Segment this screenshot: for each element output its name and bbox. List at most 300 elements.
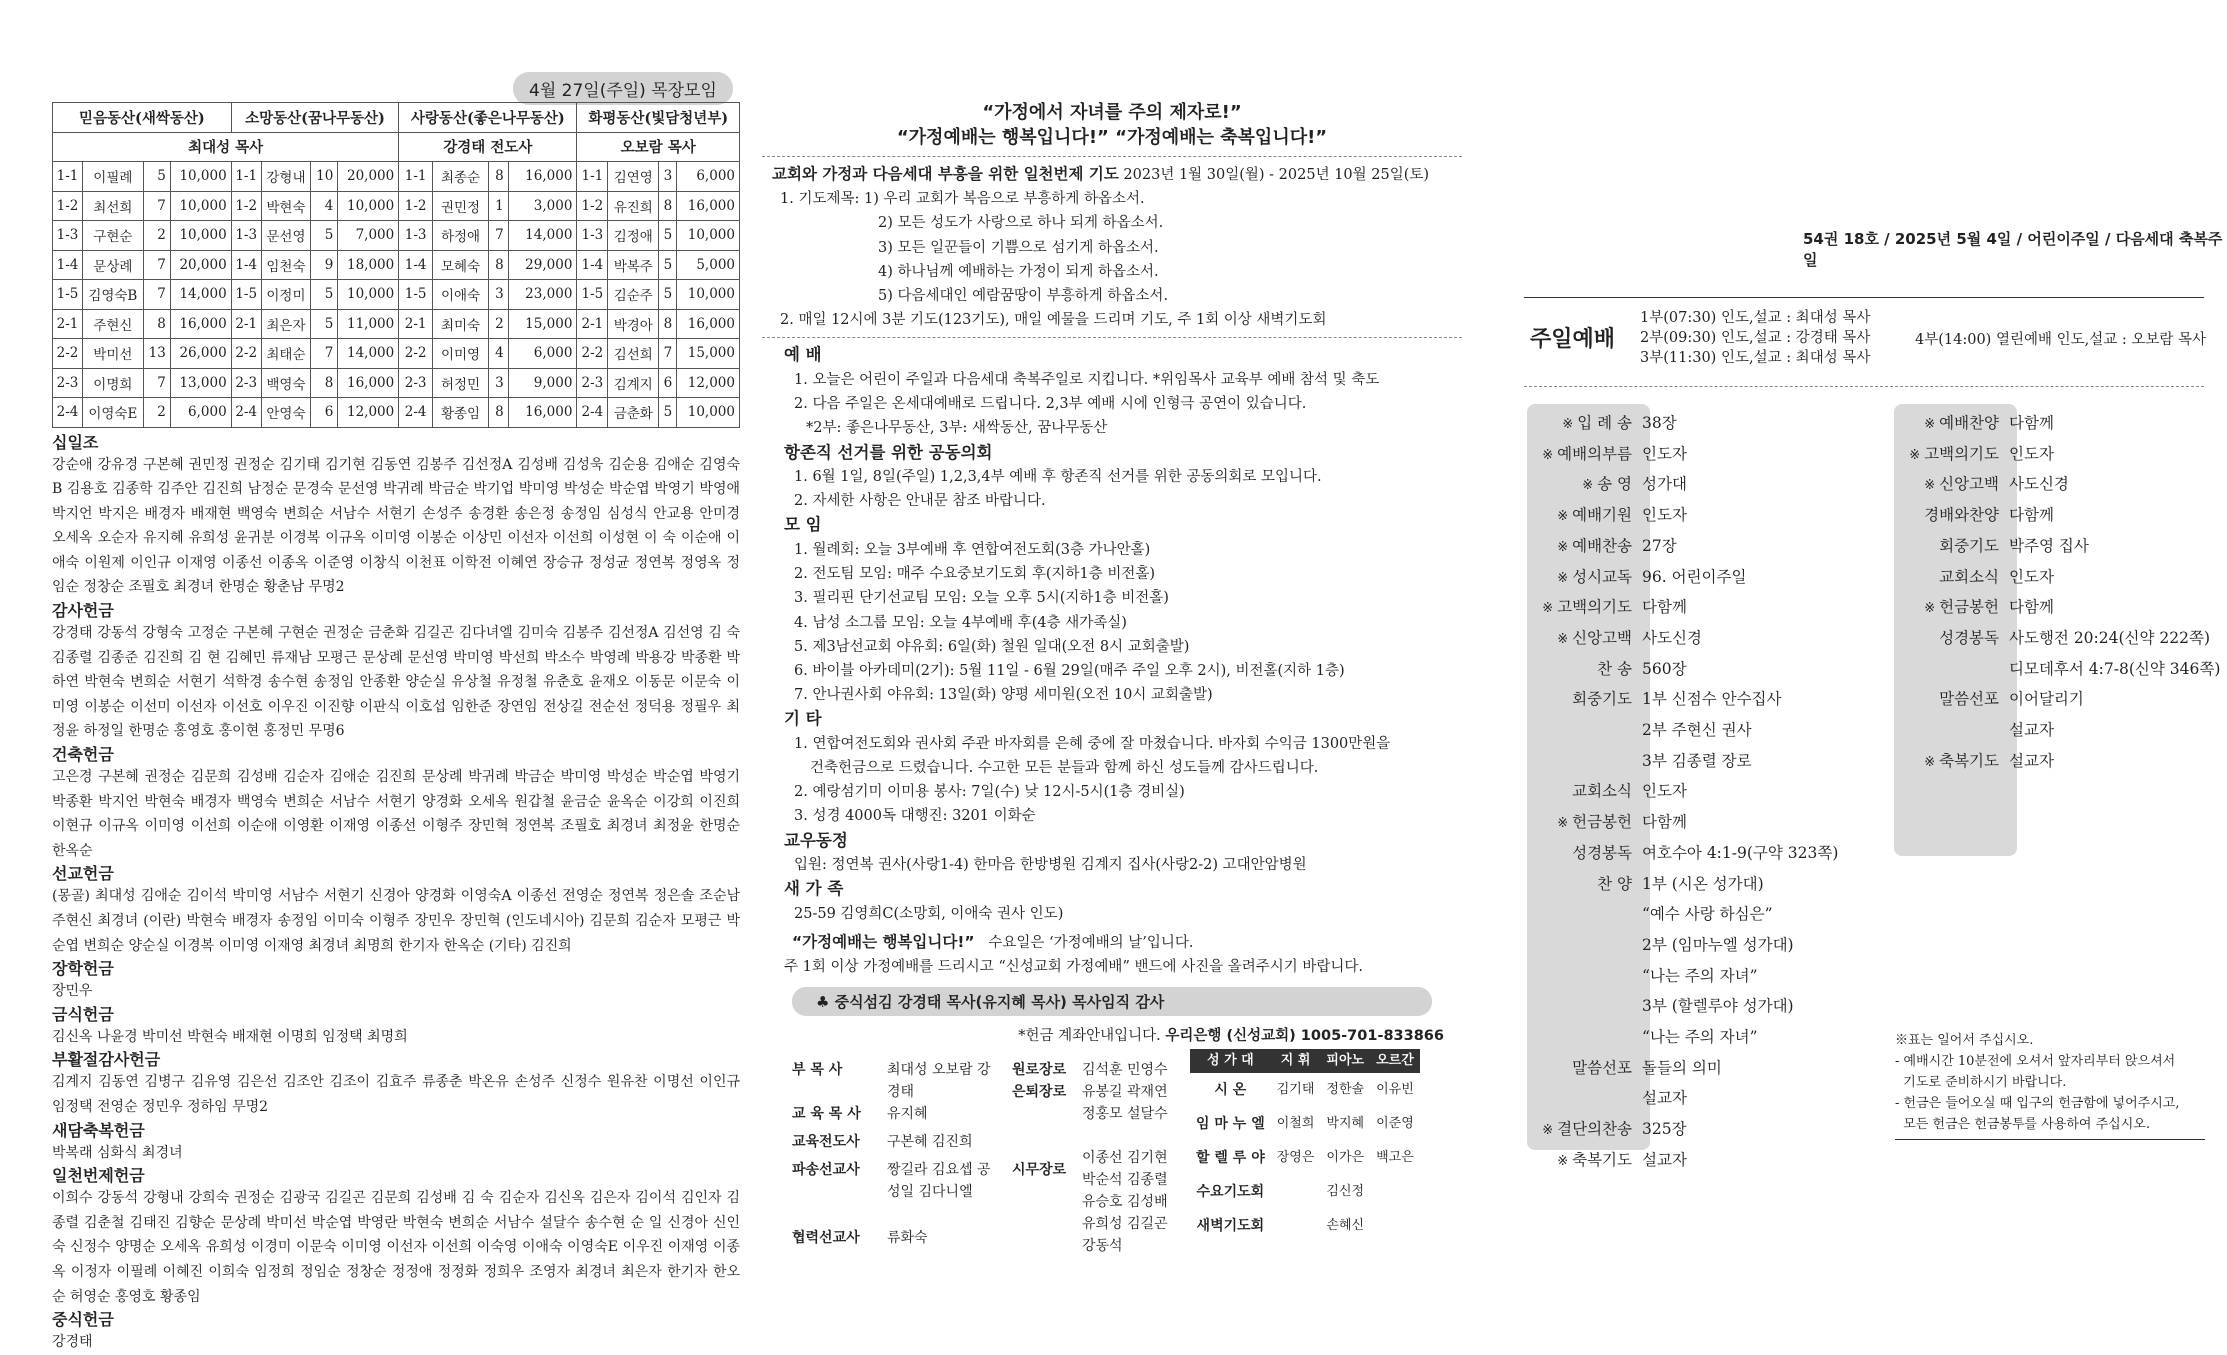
family-worship: “가정예배는 행복입니다!” 수요일은 ‘가정예배의 날’입니다.	[792, 933, 1194, 952]
order-label	[1520, 1115, 1632, 1146]
table-cell: 6,000	[170, 398, 231, 428]
table-cell: 5	[659, 250, 677, 280]
table-cell: 2-1	[399, 309, 433, 339]
order-item	[1520, 1084, 1940, 1115]
staff-role: 교육전도사	[792, 1134, 860, 1151]
order-name: 신앙고백	[1572, 628, 1632, 647]
table-cell: 5	[311, 280, 338, 310]
order-value: 박주영 집사	[2009, 536, 2089, 555]
table-cell: 13	[143, 339, 170, 369]
table-cell: 1-5	[53, 280, 83, 310]
order-item	[1520, 777, 1940, 808]
order-item	[1887, 624, 2217, 655]
table-cell: 2	[143, 398, 170, 428]
choir-header: 성 가 대	[1190, 1049, 1271, 1073]
order-value: 사도신경	[2009, 475, 2069, 494]
table-cell: 8	[659, 309, 677, 339]
table-cell: 김영숙B	[83, 280, 144, 310]
stand-mark: ※	[1924, 601, 1936, 617]
order-item	[1520, 1146, 1940, 1177]
order-value: “예수 사랑 하심은”	[1642, 905, 1773, 924]
order-label	[1520, 501, 1632, 532]
offering-list	[52, 432, 740, 1355]
table-cell: 20,000	[170, 250, 231, 280]
table-cell: 15,000	[508, 309, 577, 339]
order-value: 다함께	[1642, 598, 1687, 617]
table-cell: 5	[143, 162, 170, 192]
order-name: 송 영	[1597, 475, 1632, 494]
table-cell: 박미선	[83, 339, 144, 369]
order-item	[1887, 593, 2217, 624]
stand-mark: ※	[1557, 816, 1569, 832]
table-cell: 2-3	[577, 368, 608, 398]
table-cell: 6	[311, 398, 338, 428]
notice-line: 6. 바이블 아카데미(2기): 5월 11일 - 6월 29일(매주 주일 오후 2시), 비전홀(지하 1층)	[794, 662, 1345, 679]
notice-line: - 예배시간 10분전에 오셔서 앞자리부터 앉으셔서	[1895, 1054, 2176, 1069]
offering-names: 강경태	[52, 1334, 93, 1351]
staff-role: 부 목 사	[792, 1062, 843, 1079]
offering-title: 일천번제헌금	[52, 1166, 145, 1186]
table-cell: 2-1	[53, 309, 83, 339]
staff-names: 유지혜	[887, 1106, 928, 1123]
table-cell: 5	[311, 309, 338, 339]
order-name: 예배의부름	[1557, 444, 1632, 463]
table-cell: 4	[311, 191, 338, 221]
order-item	[1520, 1054, 1940, 1085]
order-label	[1520, 685, 1632, 716]
table-cell: 2-3	[53, 368, 83, 398]
order-label	[1520, 900, 1632, 931]
order-item	[1887, 440, 2217, 471]
table-cell: 7	[143, 280, 170, 310]
table-cell: 최미숙	[433, 309, 489, 339]
table-cell: 8	[659, 191, 677, 221]
order-label	[1520, 962, 1632, 993]
order-item	[1887, 716, 2217, 747]
order-value: 3부 (할렐루야 성가대)	[1642, 997, 1794, 1016]
offering-title: 선교헌금	[52, 864, 114, 884]
table-cell: 주현신	[83, 309, 144, 339]
table-cell: 5	[311, 221, 338, 251]
order-item	[1520, 808, 1940, 839]
table-cell: 구현순	[83, 221, 144, 251]
choir-cell: 이유빈	[1376, 1082, 1414, 1098]
table-cell: 3	[659, 162, 677, 192]
table-cell: 5	[659, 398, 677, 428]
order-value: 2부 주현신 권사	[1642, 721, 1752, 740]
order-label	[1520, 839, 1632, 870]
worship-title: 주일예배	[1530, 327, 1616, 352]
order-value: 325장	[1642, 1120, 1687, 1139]
table-row	[53, 280, 740, 310]
table-cell: 이미영	[433, 339, 489, 369]
table-cell: 11,000	[338, 309, 399, 339]
table-cell: 1-3	[53, 221, 83, 251]
order-label	[1520, 716, 1632, 747]
elder-role: 원로장로 은퇴장로	[1012, 1062, 1067, 1101]
notice-line: *2부: 좋은나무동산, 3부: 새싹동산, 꿈나무동산	[806, 420, 1108, 437]
offering-title: 건축헌금	[52, 745, 114, 765]
table-cell: 최태순	[261, 339, 311, 369]
table-row	[53, 339, 740, 369]
stand-mark: ※	[1582, 478, 1594, 494]
order-value: 디모데후서 4:7-8(신약 346쪽)	[2009, 659, 2221, 678]
choir-cell: 이준영	[1376, 1116, 1414, 1132]
table-cell: 1-1	[399, 162, 433, 192]
order-label	[1520, 440, 1632, 471]
order-item	[1520, 992, 1940, 1023]
table-cell: 1-3	[577, 221, 608, 251]
table-cell: 2-3	[399, 368, 433, 398]
notice-title: 항존직 선거를 위한 공동의회	[784, 442, 993, 462]
table-cell: 문선영	[261, 221, 311, 251]
staff-names: 류화숙	[887, 1230, 928, 1247]
table-cell: 권민정	[433, 191, 489, 221]
table-cell: 2-4	[577, 398, 608, 428]
choir-row	[1190, 1107, 1420, 1141]
stand-mark: ※	[1557, 570, 1569, 586]
notice-line: 5. 제3남선교회 야유회: 6일(화) 철원 일대(오전 8시 교회출발)	[794, 638, 1190, 655]
order-label	[1520, 532, 1632, 563]
stand-mark: ※	[1924, 754, 1936, 770]
notice-line: 2. 다음 주일은 온세대예배로 드립니다. 2,3부 예배 시에 인형극 공연이 있습니다.	[794, 396, 1307, 413]
order-name: 찬 송	[1597, 659, 1632, 678]
table-cell: 1-3	[231, 221, 261, 251]
order-value: 설교자	[2009, 751, 2054, 770]
table-cell: 18,000	[338, 250, 399, 280]
table-cell: 이정미	[261, 280, 311, 310]
notice-line: 25-59 김영희C(소망회, 이애숙 권사 인도)	[794, 905, 1064, 922]
order-value: 다함께	[1642, 813, 1687, 832]
offering-names: 고은경 구본혜 권정순 김문희 김성배 김순자 김애순 김진희 문상례 박귀례 박금순 박미영 박성순 박순엽 박영기 박종환 박지언 박현숙 배경자 백영숙 변희순 서남수 서현기 양경화 오세옥 원갑철 윤금순 윤옥순 이강희 이진희 이현규 이규옥 이미영 이선희 이순애 이영환 이재영 이종선 이형주 장민혁 정연복 조필호 최경녀 최정윤 한명순 한옥순	[52, 769, 740, 859]
order-name: 회중기도	[1572, 690, 1632, 709]
table-cell: 김연영	[608, 162, 659, 192]
order-label	[1887, 563, 1999, 594]
choir-cell: 김기태	[1276, 1082, 1315, 1098]
order-name: 예배기원	[1572, 506, 1632, 525]
order-value: 설교자	[1642, 1089, 1687, 1108]
order-value: 인도자	[1642, 506, 1687, 525]
notice-title: 새 가 족	[784, 879, 844, 899]
table-row	[53, 368, 740, 398]
order-item	[1520, 685, 1940, 716]
table-cell: 1-5	[577, 280, 608, 310]
order-name: 성경봉독	[1939, 628, 1999, 647]
table-cell: 10,000	[170, 162, 231, 192]
table-cell: 안영숙	[261, 398, 311, 428]
offering-names: 김계지 김동연 김병구 김유영 김은선 김조안 김조이 김효주 류종춘 박온유 손성주 신정수 원유찬 이명선 이인규 임정택 전영순 정민우 정하임 무명2	[52, 1074, 740, 1115]
table-cell: 이명희	[83, 368, 144, 398]
table-cell: 10,000	[170, 221, 231, 251]
order-label	[1520, 777, 1632, 808]
offering-names: 이희수 강동석 강형내 강희숙 권정순 김광국 김길곤 김문희 김성배 김 숙 김순자 김신옥 김은자 김이석 김인자 김종렬 김춘철 김태진 김향순 문상례 박미선 박순엽 박영란 박현숙 변희순 서남수 설달수 송수현 순 일 신경아 신인숙 신정수 양명순 오세옥 유희성 이경미 이문숙 이미영 이선자 이선희 이숙영 이애숙 이영숙E 이우진 이재영 이종옥 이정자 이필례 이혜진 이희숙 임정희 정임순 정창순 정정애 정정화 정희우 조영자 최경녀 최은자 한기자 한오순 허영순 홍영호 황종임	[52, 1190, 740, 1305]
order-item	[1520, 716, 1940, 747]
choir-row	[1190, 1209, 1420, 1243]
table-cell: 1-1	[231, 162, 261, 192]
offering-names: 김신옥 나윤경 박미선 박현숙 배재현 이명희 임정택 최명희	[52, 1028, 408, 1045]
elder-names: 이종선 김기현 박순석 김종렬 유승호 김성배 유희성 김길곤 강동석	[1082, 1150, 1168, 1255]
table-row	[53, 309, 740, 339]
table-cell: 2-1	[577, 309, 608, 339]
table-cell: 임천숙	[261, 250, 311, 280]
order-item	[1887, 563, 2217, 594]
order-label	[1887, 501, 1999, 532]
offering-title: 새담축복헌금	[52, 1120, 145, 1140]
worship-time: 2부(09:30) 인도,설교 : 강경태 목사	[1640, 330, 1871, 346]
table-cell: 2-1	[231, 309, 261, 339]
order-label	[1520, 931, 1632, 962]
stand-mark: ※	[1557, 509, 1569, 525]
table-cell: 8	[311, 368, 338, 398]
table-cell: 2-4	[231, 398, 261, 428]
order-item	[1520, 931, 1940, 962]
order-name: 말씀선포	[1939, 690, 1999, 709]
table-cell: 3	[488, 368, 508, 398]
order-value: 다함께	[2009, 506, 2054, 525]
table-cell: 6,000	[677, 162, 740, 192]
table-cell: 10	[311, 162, 338, 192]
table-cell: 16,000	[338, 368, 399, 398]
staff-names: 구본혜 김진희	[887, 1134, 973, 1151]
table-cell: 7	[143, 368, 170, 398]
table-cell: 8	[488, 162, 508, 192]
table-cell: 7	[311, 339, 338, 369]
table-cell: 1-2	[53, 191, 83, 221]
stand-mark: ※	[1557, 539, 1569, 555]
order-item	[1520, 870, 1940, 901]
table-cell: 10,000	[338, 280, 399, 310]
order-label	[1887, 409, 1999, 440]
offering-title: 금식헌금	[52, 1004, 114, 1024]
table-cell: 1-3	[399, 221, 433, 251]
pastor-name: 강경태 전도사	[399, 132, 577, 162]
order-item	[1887, 409, 2217, 440]
table-cell: 박복주	[608, 250, 659, 280]
order-item	[1520, 501, 1940, 532]
offering-title: 십일조	[52, 432, 99, 452]
choir-cell: 손혜신	[1326, 1218, 1365, 1234]
notice-line: 3. 성경 4000독 대행진: 3201 이화순	[794, 808, 1036, 825]
order-name: 신앙고백	[1939, 475, 1999, 494]
stand-mark: ※	[1909, 447, 1921, 463]
table-cell: 16,000	[677, 309, 740, 339]
table-cell: 13,000	[170, 368, 231, 398]
choir-cell: 백고은	[1376, 1150, 1414, 1166]
table-cell: 14,000	[508, 221, 577, 251]
table-row	[53, 162, 740, 192]
table-cell: 12,000	[677, 368, 740, 398]
notice-line: 7. 안나권사회 야유회: 13일(화) 양평 세미원(오전 10시 교회출발)	[794, 687, 1213, 704]
order-item	[1520, 655, 1940, 686]
table-cell: 16,000	[170, 309, 231, 339]
worship-time-list	[1640, 308, 1940, 368]
table-cell: 1-5	[399, 280, 433, 310]
table-cell: 8	[488, 250, 508, 280]
order-value: 다함께	[2009, 414, 2054, 432]
order-value: 다함께	[2009, 598, 2054, 617]
table-cell: 7,000	[338, 221, 399, 251]
prayer-item: 5) 다음세대인 예람꿈땅이 부흥하게 하옵소서.	[878, 288, 1169, 305]
notice-line: 2. 전도팀 모임: 매주 수요중보기도회 후(지하1층 비전홀)	[794, 566, 1156, 583]
order-name: 예배찬송	[1572, 536, 1632, 555]
order-name: 경배와찬양	[1924, 506, 1999, 525]
table-cell: 1-4	[231, 250, 261, 280]
choir-cell	[1271, 1209, 1321, 1243]
choir-table	[1190, 1049, 1420, 1243]
prayer-items	[762, 187, 1462, 332]
choir-header: 피아노	[1320, 1049, 1370, 1073]
order-label	[1887, 716, 1999, 747]
stand-mark: ※	[1542, 1123, 1554, 1139]
table-cell: 12,000	[338, 398, 399, 428]
table-cell: 김정애	[608, 221, 659, 251]
table-cell: 14,000	[338, 339, 399, 369]
left-column	[52, 102, 740, 1355]
table-cell: 8	[488, 398, 508, 428]
issue-line: 54권 18호 / 2025년 5월 4일 / 어린이주일 / 다음세대 축복주일	[1803, 230, 2223, 269]
notice-box	[1895, 1030, 2205, 1140]
table-cell: 금춘화	[608, 398, 659, 428]
notice-line: 입원: 정연복 권사(사랑1-4) 한마음 한방병원 김계지 집사(사랑2-2) 고대안암병원	[794, 857, 1307, 874]
order-name: 예배찬양	[1939, 414, 1999, 432]
table-cell: 유진희	[608, 191, 659, 221]
table-cell: 7	[659, 339, 677, 369]
order-label	[1520, 1054, 1632, 1085]
notice-line: 2. 예랑섬기미 이미용 봉사: 7일(수) 낮 12시-5시(1층 경비실)	[794, 784, 1185, 801]
order-name: 성경봉독	[1572, 843, 1632, 862]
choir-cell: 시 온	[1214, 1082, 1247, 1099]
staff-names: 짱길라 김요셉 공성일 김다니엘	[887, 1162, 991, 1201]
choir-cell	[1370, 1209, 1420, 1243]
table-cell: 8	[143, 309, 170, 339]
table-row	[53, 221, 740, 251]
table-cell: 10,000	[338, 191, 399, 221]
table-cell: 16,000	[508, 398, 577, 428]
choir-row	[1190, 1141, 1420, 1175]
table-cell: 최선희	[83, 191, 144, 221]
choir-cell: 정한솔	[1326, 1082, 1365, 1098]
order-name: 성시교독	[1572, 567, 1632, 586]
order-name: 고백의기도	[1557, 598, 1632, 617]
offering-title: 감사헌금	[52, 601, 114, 621]
table-cell: 1-1	[53, 162, 83, 192]
stand-mark: ※	[1542, 447, 1554, 463]
notice-line: 4. 남성 소그룹 모임: 오늘 4부예배 후(4층 새가족실)	[794, 614, 1127, 631]
notice-title: 기 타	[784, 709, 822, 729]
table-cell: 허정민	[433, 368, 489, 398]
order-label	[1887, 593, 1999, 624]
table-cell: 6,000	[508, 339, 577, 369]
table-cell: 1-2	[399, 191, 433, 221]
order-name: 고백의기도	[1924, 444, 1999, 463]
table-cell: 하정애	[433, 221, 489, 251]
worship-time: 1부(07:30) 인도,설교 : 최대성 목사	[1640, 310, 1871, 326]
order-label	[1887, 655, 1999, 686]
order-item	[1887, 501, 2217, 532]
stand-mark: ※	[1562, 417, 1574, 432]
account-line: *헌금 계좌안내입니다. 우리은행 (신성교회) 1005-701-833866	[1018, 1028, 1444, 1045]
table-cell: 2-3	[231, 368, 261, 398]
table-cell: 7	[143, 250, 170, 280]
mokjang-date-pill: 4월 27일(주일) 목장모임	[513, 72, 733, 105]
table-cell: 모혜숙	[433, 250, 489, 280]
order-value: 1부 신점수 안수집사	[1642, 690, 1782, 709]
order-value: 성가대	[1642, 475, 1687, 494]
order-name: 교회소식	[1939, 567, 1999, 586]
order-value: 27장	[1642, 536, 1677, 555]
offering-names: 강순애 강유경 구본혜 권민정 권정순 김기태 김기현 김동연 김봉주 김선정A 김성배 김성욱 김순용 김애순 김영숙B 김용호 김종학 김주안 김진희 남정순 문경숙 문선영 박귀례 박금순 박기업 박미영 박성순 박순엽 박영기 박영애 박지언 박지은 배경자 배재현 백영숙 변희순 서남수 서현기 손성주 송경환 송은정 송정임 심성식 안교용 안미경 오세옥 오순자 유지혜 유희성 윤귀분 이경복 이규옥 이미영 이봉순 이상민 이선자 이선희 이성현 이 숙 이순애 이애숙 이원제 이인규 이재영 이종선 이종옥 이준영 이창식 이천표 이학전 이혜연 장승규 정성균 정연복 정영옥 정임순 정창순 조필호 최경녀 한명순 황춘남 무명2	[52, 456, 740, 596]
order-label	[1520, 1146, 1632, 1177]
notice-title: 모 임	[784, 515, 822, 535]
order-label	[1520, 747, 1632, 778]
order-item	[1520, 839, 1940, 870]
slogan-2: “가정예배는 행복입니다!” “가정예배는 축복입니다!”	[896, 127, 1328, 148]
stand-mark: ※	[1924, 478, 1936, 494]
order-value: “나는 주의 자녀”	[1642, 966, 1758, 985]
order-item	[1520, 962, 1940, 993]
order-label	[1520, 624, 1632, 655]
order-value: 인도자	[2009, 567, 2054, 586]
table-cell: 16,000	[677, 191, 740, 221]
issue-rule	[1524, 297, 2204, 298]
table-cell: 2-4	[399, 398, 433, 428]
order-of-service-4	[1887, 409, 2221, 777]
notice-line: 기도로 준비하시기 바랍니다.	[1895, 1075, 2067, 1090]
order-name: 결단의찬송	[1557, 1120, 1632, 1139]
staff-role: 교 육 목 사	[792, 1106, 861, 1123]
table-cell: 23,000	[508, 280, 577, 310]
order-item	[1520, 593, 1940, 624]
notices	[762, 343, 1462, 926]
notice-line: - 헌금은 들어오실 때 입구의 헌금함에 넣어주시고,	[1895, 1096, 2180, 1111]
choir-row	[1190, 1073, 1420, 1107]
group-name: 사랑동산(좋은나무동산)	[399, 103, 577, 133]
table-cell: 10,000	[170, 191, 231, 221]
prayer-item: 3) 모든 일꾼들이 기쁨으로 섬기게 하옵소서.	[878, 239, 1159, 256]
order-name: 입 례 송	[1577, 414, 1632, 432]
family-worship-line2: 주 1회 이상 가정예배를 드리시고 “신성교회 가정예배” 밴드에 사진을 올려주시기 바랍니다.	[784, 959, 1364, 976]
offering-title: 부활절감사헌금	[52, 1050, 161, 1070]
choir-header: 지 휘	[1271, 1049, 1321, 1073]
order-name: 말씀선포	[1572, 1058, 1632, 1077]
order-of-service	[1520, 409, 1940, 1177]
table-cell: 강형내	[261, 162, 311, 192]
group-name: 화평동산(빛담청년부)	[577, 103, 740, 133]
order-label	[1520, 409, 1632, 440]
table-cell: 김선희	[608, 339, 659, 369]
order-item	[1887, 655, 2221, 686]
elder-role: 시무장로	[1012, 1162, 1067, 1179]
table-cell: 26,000	[170, 339, 231, 369]
order-label	[1520, 1023, 1632, 1054]
stand-mark: ※	[1924, 417, 1936, 432]
table-cell: 16,000	[508, 162, 577, 192]
order-item	[1887, 470, 2217, 501]
table-cell: 최종순	[433, 162, 489, 192]
order-label	[1520, 870, 1632, 901]
table-cell: 15,000	[677, 339, 740, 369]
table-cell: 5,000	[677, 250, 740, 280]
table-cell: 2	[143, 221, 170, 251]
choir-cell: 할 렐 루 야	[1196, 1150, 1265, 1167]
order-item	[1520, 1115, 1940, 1146]
order-name: 교회소식	[1572, 782, 1632, 801]
choir-cell	[1271, 1175, 1321, 1209]
table-row	[53, 398, 740, 428]
order-item	[1520, 532, 1940, 563]
notice-line: 2. 자세한 사항은 안내문 참조 바랍니다.	[794, 493, 1046, 510]
pastor-row	[53, 132, 740, 162]
